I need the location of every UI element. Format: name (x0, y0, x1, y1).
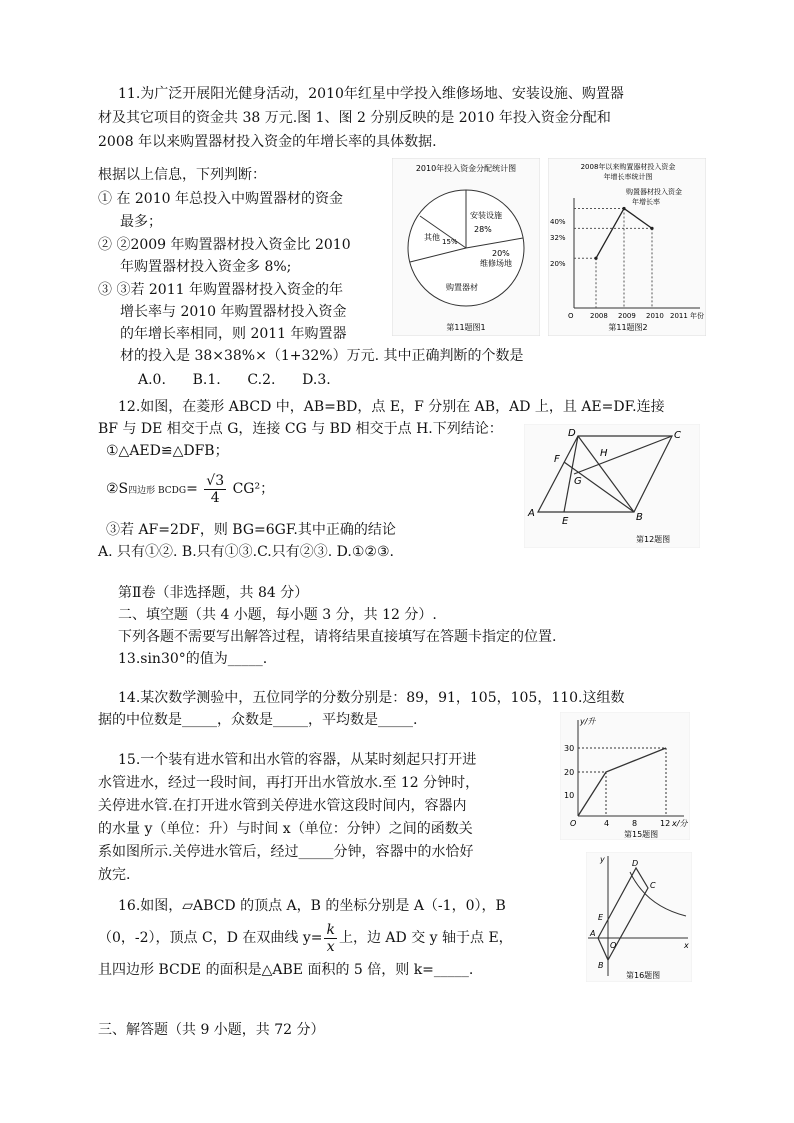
q16-den: x (326, 938, 335, 955)
line-chart-ytick-32: 32% (550, 234, 566, 242)
line-chart-legend-1: 购置器材投入资金 (626, 188, 682, 196)
q15-line-1: 15.一个装有进水管和出水管的容器，从某时刻起只打开进 (118, 752, 477, 768)
q16-label-c: C (650, 881, 656, 890)
q12-c2-den: 4 (210, 489, 220, 506)
pie-label-other: 其他 (424, 233, 440, 242)
q11-line-2: 材及其它项目的资金共 38 万元.图 1、图 2 分别反映的是 2010 年投入资金分配和 (98, 110, 611, 126)
label-b: B (636, 512, 643, 523)
q16-l2-a: （0，-2），顶点 C，D 在双曲线 y= (98, 930, 323, 946)
q11-options: A.0. B.1. C.2. D.3. (138, 372, 331, 388)
part2-heading: 第Ⅱ卷（非选择题，共 84 分） (118, 585, 309, 601)
line-chart-xtick-2009: 2009 (618, 312, 636, 320)
q15-line-5: 系如图所示.关停进水管后，经过_____分钟，容器中的水恰好 (98, 844, 474, 860)
label-a: A (528, 508, 535, 519)
line-chart-ytick-40: 40% (550, 218, 566, 226)
q11-judgement-2-cont: 年购置器材投入资金多 8%; (120, 259, 292, 275)
q16-num: k (326, 921, 335, 938)
q15-xtick-12: 12 (660, 819, 671, 828)
label-h: H (600, 448, 608, 459)
q11-judgement-3-cont-b: 的年增长率相同，则 2011 年购置器 (120, 326, 347, 342)
q11-line-4: 根据以上信息，下列判断： (98, 167, 266, 183)
q13-text: 13.sin30°的值为_____. (118, 651, 268, 667)
q11-judgement-1-cont: 最多； (120, 214, 162, 230)
q12-c2-s: ②S (106, 481, 129, 497)
line-chart-xtick-2008: 2008 (590, 312, 608, 320)
q11-pie-figure (392, 158, 540, 336)
pie-label-repair: 维修场地 (480, 259, 512, 268)
line-chart-xtick-2011: 2011 年份 (670, 312, 705, 320)
part2-instruction: 下列各题不需要写出解答过程，请将结果直接填写在答题卡指定的位置. (118, 629, 557, 645)
q15-caption: 第15题图 (624, 830, 659, 839)
q12-conclusion-3: ③若 AF=2DF，则 BG=6GF.其中正确的结论 (106, 522, 396, 538)
q12-c2-sub: 四边形 BCDG (128, 486, 187, 496)
q15-ytick-20: 20 (564, 768, 575, 777)
q15-xtick-8: 8 (632, 819, 638, 828)
q16-label-y: y (600, 855, 605, 864)
q11-judgement-2: ② ②2009 年购置器材投入资金比 2010 (98, 237, 351, 253)
q15-line-6: 放完. (98, 867, 131, 883)
q14-line-2: 据的中位数是_____，众数是_____，平均数是_____. (98, 712, 418, 728)
q12-line-1: 12.如图，在菱形 ABCD 中，AB=BD，点 E，F 分别在 AB，AD 上，且 AE=DF.连接 (118, 399, 665, 415)
line-chart-legend-2: 年增长率 (632, 198, 660, 206)
q15-ytick-10: 10 (564, 791, 575, 800)
q16-fraction (324, 922, 336, 955)
pie-value-repair: 20% (492, 249, 510, 258)
q16-line-1: 16.如图，▱ABCD 的顶点 A，B 的坐标分别是 A（-1，0），B (118, 898, 506, 914)
q12-line-2: BF 与 DE 相交于点 G，连接 CG 与 BD 相交于点 H.下列结论： (98, 421, 503, 437)
q11-line-chart (548, 158, 706, 336)
q15-line-4: 的水量 y（单位：升）与时间 x（单位：分钟）之间的函数关 (98, 821, 473, 837)
q11-judgement-1: ① 在 2010 年总投入中购置器材的资金 (98, 191, 343, 207)
q16-line-3: 且四边形 BCDE 的面积是△ABE 面积的 5 倍，则 k=_____. (98, 962, 474, 978)
pie-title: 2010年投入资金分配统计图 (415, 164, 517, 173)
pie-caption: 第11题图1 (446, 323, 486, 332)
q12-caption: 第12题图 (636, 535, 671, 544)
q16-label-o: O (610, 941, 617, 950)
q16-label-a: A (590, 929, 596, 938)
q12-c2-num: √3 (206, 472, 225, 489)
q16-label-x: x (684, 941, 689, 950)
label-f: F (554, 454, 560, 465)
q15-xtick-4: 4 (604, 819, 610, 828)
label-g: G (574, 476, 582, 487)
q15-line-3: 关停进水管.在打开进水管到关停进水管这段时间内，容器内 (98, 798, 467, 814)
q12-conclusion-1: ①△AED≌△DFB； (106, 443, 229, 459)
label-c: C (674, 430, 681, 441)
line-chart-caption: 第11题图2 (608, 323, 648, 332)
q16-label-e: E (598, 913, 604, 922)
q14-line-1: 14.某次数学测验中，五位同学的分数分别是：89，91，105，105，110.这组数 (118, 690, 625, 706)
q15-y-label: y/升 (580, 717, 596, 726)
q16-caption: 第16题图 (626, 971, 661, 980)
part2-fill-heading: 二、填空题（共 4 小题，每小题 3 分，共 12 分）. (118, 607, 437, 623)
label-e: E (562, 516, 569, 527)
line-chart-point-2008 (594, 257, 597, 260)
q16-line-2 (98, 921, 513, 955)
line-chart-point-2010 (650, 227, 653, 230)
q11-judgement-3-cont-c: 材的投入是 38×38%×（1+32%）万元. 其中正确判断的个数是 (120, 348, 524, 364)
q16-figure (586, 852, 692, 982)
q11-judgement-3-cont-a: 增长率与 2010 年购置器材投入资金 (120, 304, 347, 320)
q12-options: A. 只有①②. B.只有①③.C.只有②③. D.①②③. (98, 544, 394, 560)
q12-c2-cg: CG²； (232, 481, 275, 497)
q16-l2-b: 上，边 AD 交 y 轴于点 E， (338, 930, 513, 946)
q15-origin: O (570, 819, 577, 828)
line-chart-title-1: 2008年以来购置器材投入资金 (580, 163, 676, 171)
part3-heading: 三、解答题（共 9 小题，共 72 分） (98, 1022, 325, 1038)
pie-value-install: 28% (474, 225, 492, 234)
label-d: D (568, 428, 576, 439)
q12-rhombus-figure (524, 424, 700, 548)
line-chart-ytick-20: 20% (550, 260, 566, 268)
q15-graph (560, 712, 690, 840)
pie-label-equipment: 购置器材 (446, 283, 478, 292)
q16-label-d: D (632, 859, 639, 868)
q15-x-label: x/分 (672, 819, 688, 828)
q12-c2-fraction (204, 473, 226, 506)
line-chart-origin: O (568, 312, 574, 320)
line-chart-xtick-2010: 2010 (646, 312, 664, 320)
pie-label-install: 安装设施 (470, 211, 502, 220)
q15-line-2: 水管进水，经过一段时间，再打开出水管放水.至 12 分钟时， (98, 775, 480, 791)
q12-conclusion-2 (106, 472, 274, 508)
q11-line-3: 2008 年以来购置器材投入资金的年增长率的具体数据. (98, 134, 437, 150)
pie-value-other: 15% (442, 238, 458, 246)
q12-c2-eq: = (186, 481, 198, 497)
q15-ytick-30: 30 (564, 744, 575, 753)
q11-line-1: 11.为广泛开展阳光健身活动，2010年红星中学投入维修场地、安装设施、购置器 (118, 86, 624, 102)
line-chart-point-2009 (622, 207, 625, 210)
q11-judgement-3: ③ ③若 2011 年购置器材投入资金的年 (98, 282, 343, 298)
q16-label-b: B (598, 961, 604, 970)
line-chart-title-2: 年增长率统计图 (603, 173, 653, 181)
